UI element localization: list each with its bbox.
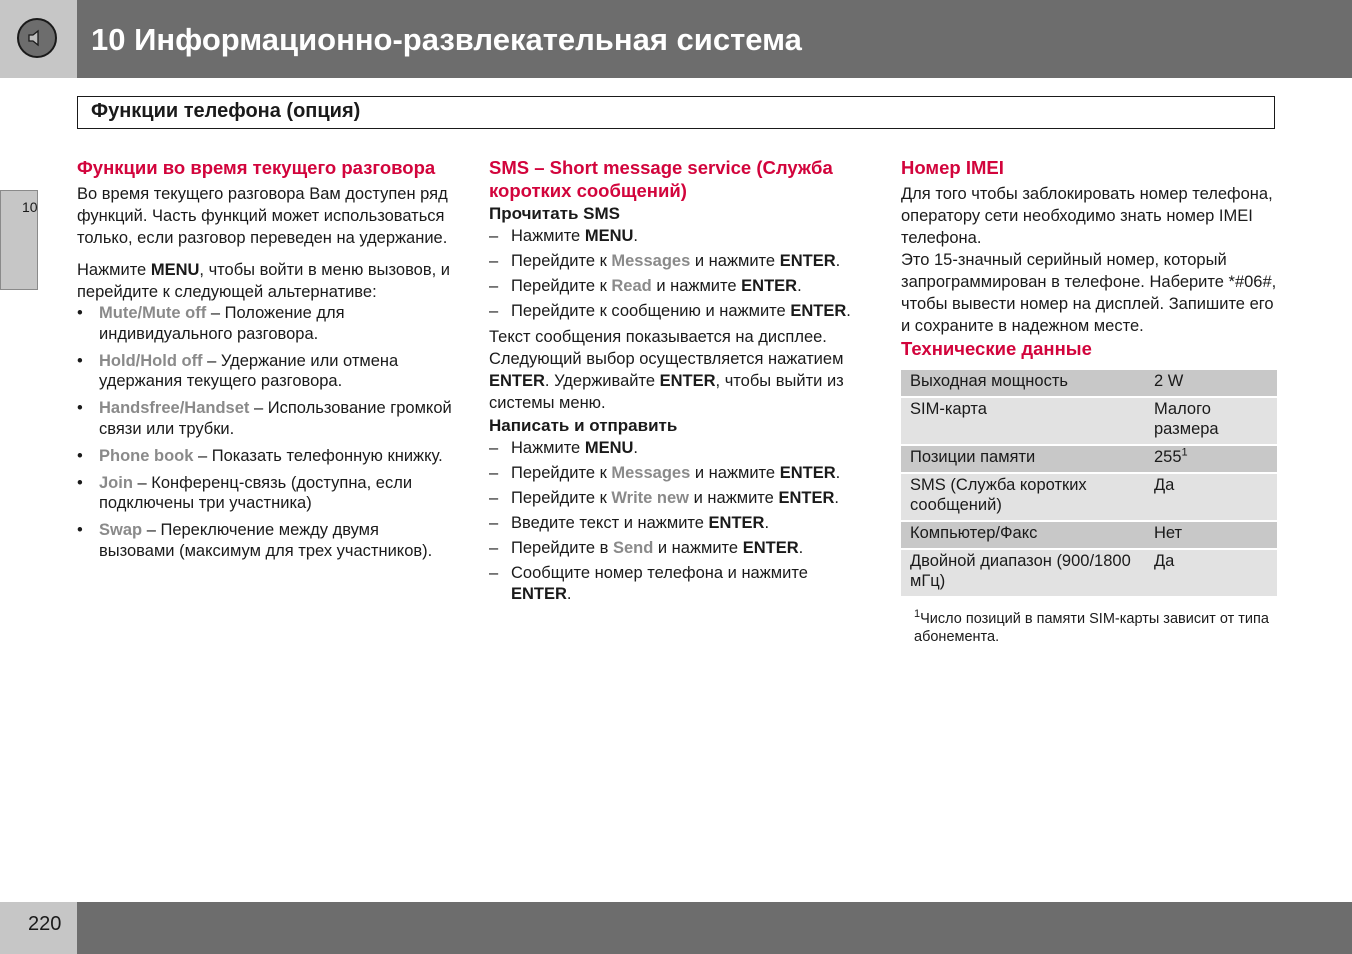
tech-data-heading: Технические данные [901,338,1092,359]
list-item: • Phone book – Показать телефонную книжку. [77,446,457,467]
table-cell-label: Выходная мощность [901,370,1146,397]
section-title: Функции телефона (опция) [91,100,361,122]
table-row [901,445,1277,473]
table-cell-value: Нет [1146,521,1277,549]
list-item: – Перейдите к сообщению и нажмите ENTER. [489,301,869,322]
column-sms [489,156,869,609]
list-item: – Нажмите MENU. [489,438,869,459]
table-row [901,521,1277,549]
sms-heading: SMS – Short message service (Служба коротких сообщений) [489,157,833,201]
table-row [901,370,1277,397]
read-sms-heading: Прочитать SMS [489,204,621,223]
imei-heading: Номер IMEI [901,157,1004,178]
list-item: – Перейдите к Messages и нажмите ENTER. [489,251,869,272]
list-item: – Перейдите к Write new и нажмите ENTER. [489,488,869,509]
footnote-marker: 1 [1181,446,1188,459]
header-icon-box [0,0,77,78]
table-cell-value: Да [1146,473,1277,521]
call-functions-heading: Функции во время текущего разговора [77,157,436,178]
read-sms-note: Текст сообщения показывается на дисплее. Следующий выбор осуществляется нажатием ENTER. Удерживайте ENTER, чтобы выйти из системы меню. [489,328,844,412]
imei-text-2: Это 15-значный серийный номер, который запрограммирован в телефоне. Наберите *#06#, чтобы вывести номер на дисплей. Запишите его и сохраните в надежном месте. [901,251,1277,335]
table-cell-value: Да [1146,549,1277,597]
table-row [901,549,1277,597]
list-item: – Нажмите MENU. [489,226,869,247]
table-cell-label: Позиции памяти [901,445,1146,473]
chapter-title: 10 Информационно-развлекательная система [91,22,802,57]
list-item: • Swap – Переключение между двумя вызовами (максимум для трех участников). [77,520,457,561]
list-item: • Join – Конференц-связь (доступна, если подключены три участника) [77,473,457,514]
footnote: $^1$Число позиций в памяти SIM-карты зависит от типа абонемента. [914,608,1269,645]
table-cell-value: $255^1$ [1146,445,1277,473]
list-item: – Перейдите к Messages и нажмите ENTER. [489,463,869,484]
call-functions-intro: Во время текущего разговора Вам доступен ряд функций. Часть функций может использоваться только, если разговор переведен на удержание. [77,185,448,247]
write-sms-heading: Написать и отправить [489,416,678,435]
table-cell-label: SIM-карта [901,397,1146,445]
list-item: – Перейдите в Send и нажмите ENTER. [489,538,869,559]
table-row [901,397,1277,445]
speaker-icon [17,18,57,58]
table-cell-value: 2 W [1146,370,1277,397]
list-item: • Handsfree/Handset – Использование громкой связи или трубки. [77,398,457,439]
tech-data-table [901,370,1277,598]
section-header [77,96,1275,129]
side-tab-chapter-number: 10 [22,199,38,215]
call-functions-list [77,303,457,561]
table-row [901,473,1277,521]
list-item: • Hold/Hold off – Удержание или отмена удержания текущего разговора. [77,351,457,392]
list-item: – Сообщите номер телефона и нажмите ENTER. [489,563,869,604]
table-cell-value: Малого размера [1146,397,1277,445]
read-sms-steps [489,226,869,322]
write-sms-steps [489,438,869,604]
table-cell-label: Двойной диапазон (900/1800 мГц) [901,549,1146,597]
list-item: – Введите текст и нажмите ENTER. [489,513,869,534]
footer-bar [0,902,1352,954]
table-cell-label: SMS (Служба коротких сообщений) [901,473,1146,521]
list-item: • Mute/Mute off – Положение для индивидуального разговора. [77,303,457,344]
list-item: – Перейдите к Read и нажмите ENTER. [489,276,869,297]
page-number: 220 [28,913,62,935]
imei-text: Для того чтобы заблокировать номер телефона, оператору сети необходимо знать номер IMEI телефона. [901,185,1273,247]
table-cell-label: Компьютер/Факс [901,521,1146,549]
column-call-functions [77,156,457,568]
column-imei-tech [901,156,1277,646]
call-functions-menu-instruction: Нажмите MENU, чтобы войти в меню вызовов, и перейдите к следующей альтернативе: [77,261,450,301]
